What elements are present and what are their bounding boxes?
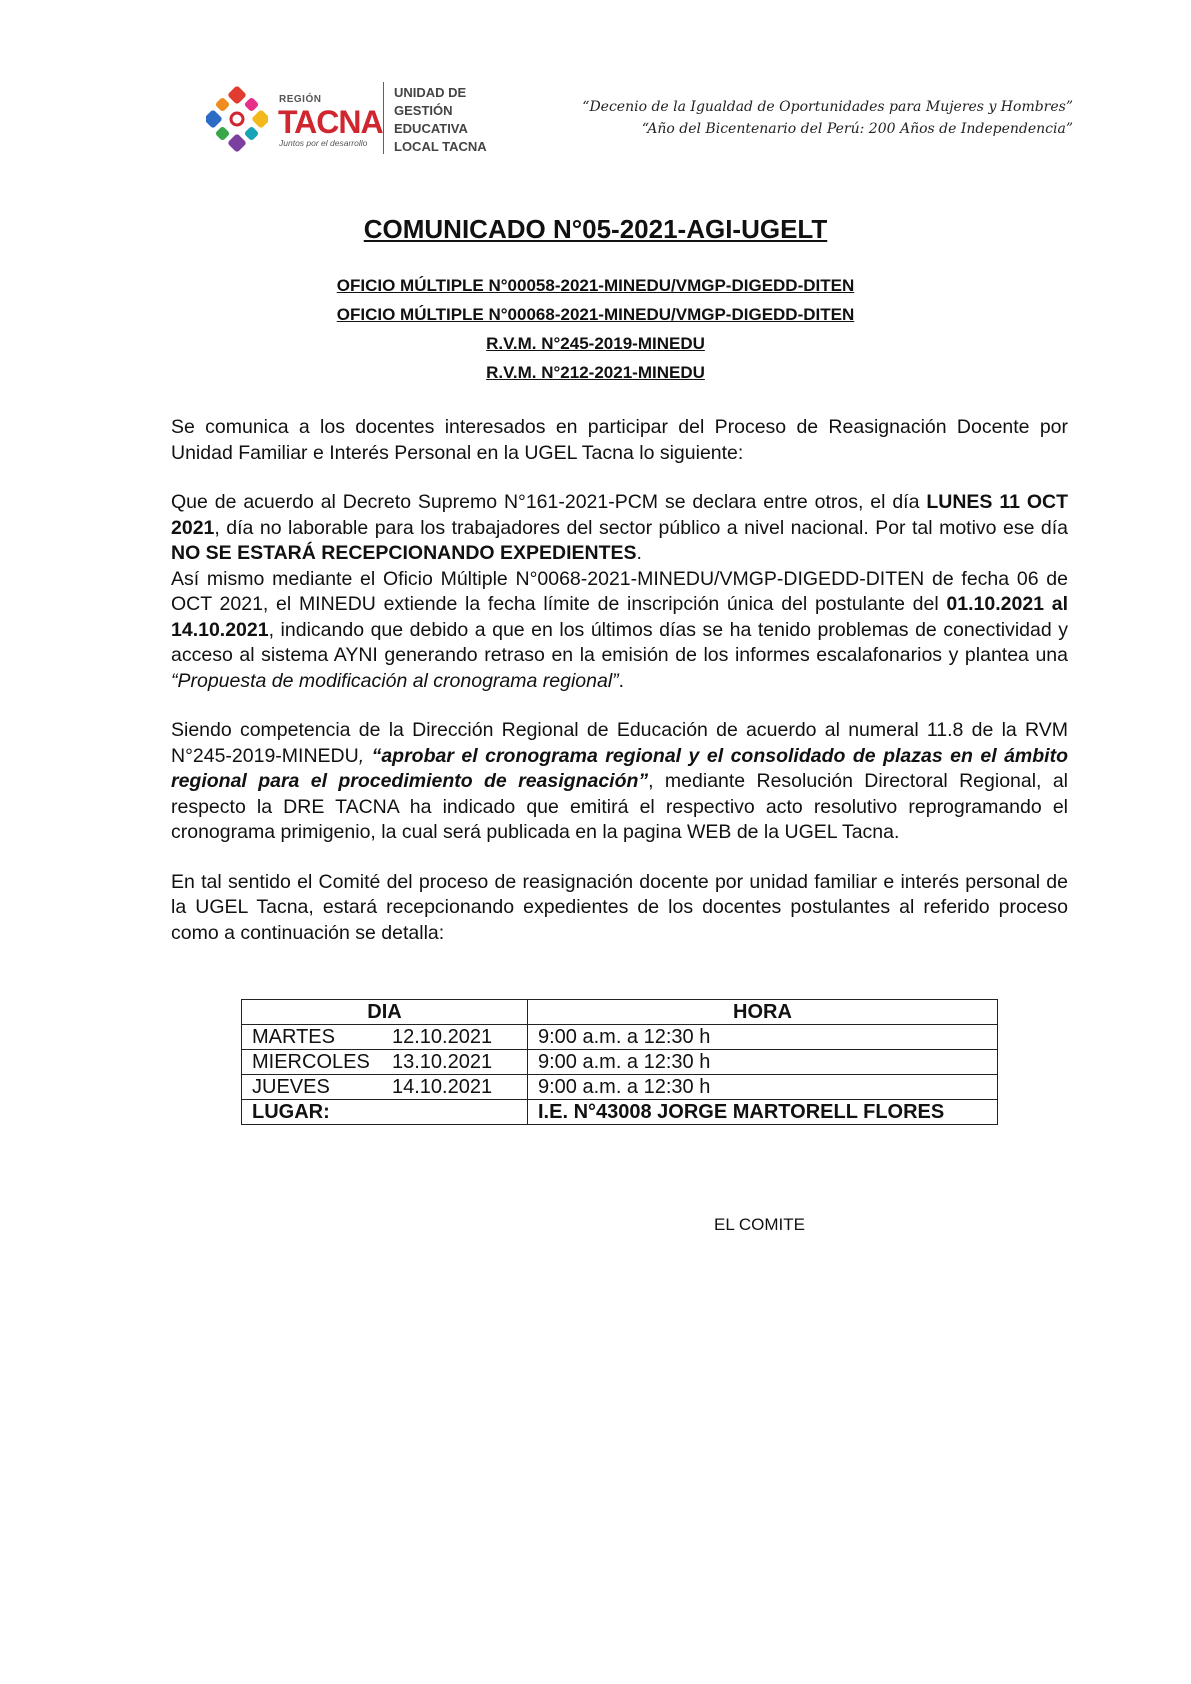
paragraph-intro: Se comunica a los docentes interesados en participar del Proceso de Reasignación Docente por Unidad Familiar e Interés Personal en la UGEL Tacna lo siguiente: bbox=[171, 416, 1068, 464]
logo-divider bbox=[383, 82, 384, 154]
row-day: MARTES bbox=[252, 1026, 335, 1048]
paragraph-extension: Así mismo mediante el Oficio Múltiple N°0068-2021-MINEDU/VMGP-DIGEDD-DITEN de fecha 06 de OCT 2021, el MINEDU extiende la fecha límite de inscripción única del postulante del 01.10.2021 al 14.10.2021, indicando que debido a que en los últimos días se ha tenido problemas de conectividad y acceso al sistema AYNI generando retraso en la emisión de los informes escalafonarios y plantea una “Propuesta de modificación al cronograma regional”. bbox=[171, 567, 1068, 692]
table-row bbox=[242, 1050, 998, 1075]
row-date: 13.10.2021 bbox=[392, 1051, 493, 1073]
page-title: COMUNICADO N°05-2021-AGI-UGELT bbox=[363, 214, 828, 244]
paragraph-competence: Siendo competencia de la Dirección Regional de Educación de acuerdo al numeral 11.8 de la RVM N°245-2019-MINEDU, “aprobar el cronograma regional y el consolidado de plazas en el ámbito regional para el procedimiento de reasignación”, mediante Resolución Directoral Regional, al respecto la DRE TACNA ha indicado que emitirá el respectivo acto resolutivo reprogramando el cronograma primigenio, la cual será publicada en la pagina WEB de la UGEL Tacna. bbox=[171, 719, 1068, 843]
slogan-year: “Año del Bicentenario del Perú: 200 Años de Independencia” bbox=[641, 121, 1073, 137]
table-row bbox=[242, 1075, 998, 1100]
paragraph-schedule-intro: En tal sentido el Comité del proceso de reasignación docente por unidad familiar e interés personal de la UGEL Tacna, estará recepcionando expedientes de los docentes postulantes al referido proceso como a continuación se detalla: bbox=[171, 870, 1068, 944]
slogan-decade: “Decenio de la Igualdad de Oportunidades para Mujeres y Hombres” bbox=[582, 99, 1073, 115]
row-date: 12.10.2021 bbox=[392, 1026, 493, 1048]
signature: EL COMITE bbox=[714, 1215, 805, 1234]
logo-region-text: REGIÓN bbox=[279, 94, 322, 105]
table-row bbox=[242, 1025, 998, 1050]
region-tacna-logo-icon bbox=[206, 82, 268, 156]
logo-tagline: Juntos por el desarrollo bbox=[279, 138, 368, 148]
table-header-row bbox=[242, 1000, 998, 1025]
row-time: 9:00 a.m. a 12:30 h bbox=[528, 1050, 998, 1075]
reference-item: R.V.M. N°245-2019-MINEDU bbox=[486, 334, 705, 353]
header-hora: HORA bbox=[528, 1000, 998, 1025]
row-time: 9:00 a.m. a 12:30 h bbox=[528, 1025, 998, 1050]
schedule-table bbox=[241, 999, 998, 1125]
reference-item: R.V.M. N°212-2021-MINEDU bbox=[486, 363, 705, 382]
row-date: 14.10.2021 bbox=[392, 1076, 493, 1098]
paragraph-holiday: Que de acuerdo al Decreto Supremo N°161-2021-PCM se declara entre otros, el día LUNES 11 OCT 2021, día no laborable para los trabajadores del sector público a nivel nacional. Por tal motivo ese día NO SE ESTARÁ RECEPCIONANDO EXPEDIENTES. bbox=[171, 491, 1068, 564]
header-slogans bbox=[582, 96, 1073, 140]
row-time: 9:00 a.m. a 12:30 h bbox=[528, 1075, 998, 1100]
row-day: MIERCOLES bbox=[252, 1051, 370, 1073]
reference-item: OFICIO MÚLTIPLE N°00058-2021-MINEDU/VMGP-DIGEDD-DITEN bbox=[336, 276, 855, 295]
table-row-place bbox=[242, 1100, 998, 1125]
header-dia: DIA bbox=[242, 1000, 528, 1025]
logo-unit-name: UNIDAD DE GESTIÓN EDUCATIVA LOCAL TACNA bbox=[394, 85, 487, 154]
logo-tacna-text: TACNA bbox=[278, 104, 383, 140]
ugel-logo bbox=[206, 78, 496, 164]
reference-item: OFICIO MÚLTIPLE N°00068-2021-MINEDU/VMGP-DIGEDD-DITEN bbox=[336, 305, 855, 324]
place-label: LUGAR: bbox=[242, 1100, 528, 1125]
document-body bbox=[171, 415, 1068, 946]
place-value: I.E. N°43008 JORGE MARTORELL FLORES bbox=[528, 1100, 998, 1125]
references-list bbox=[0, 271, 1191, 387]
row-day: JUEVES bbox=[252, 1076, 330, 1098]
